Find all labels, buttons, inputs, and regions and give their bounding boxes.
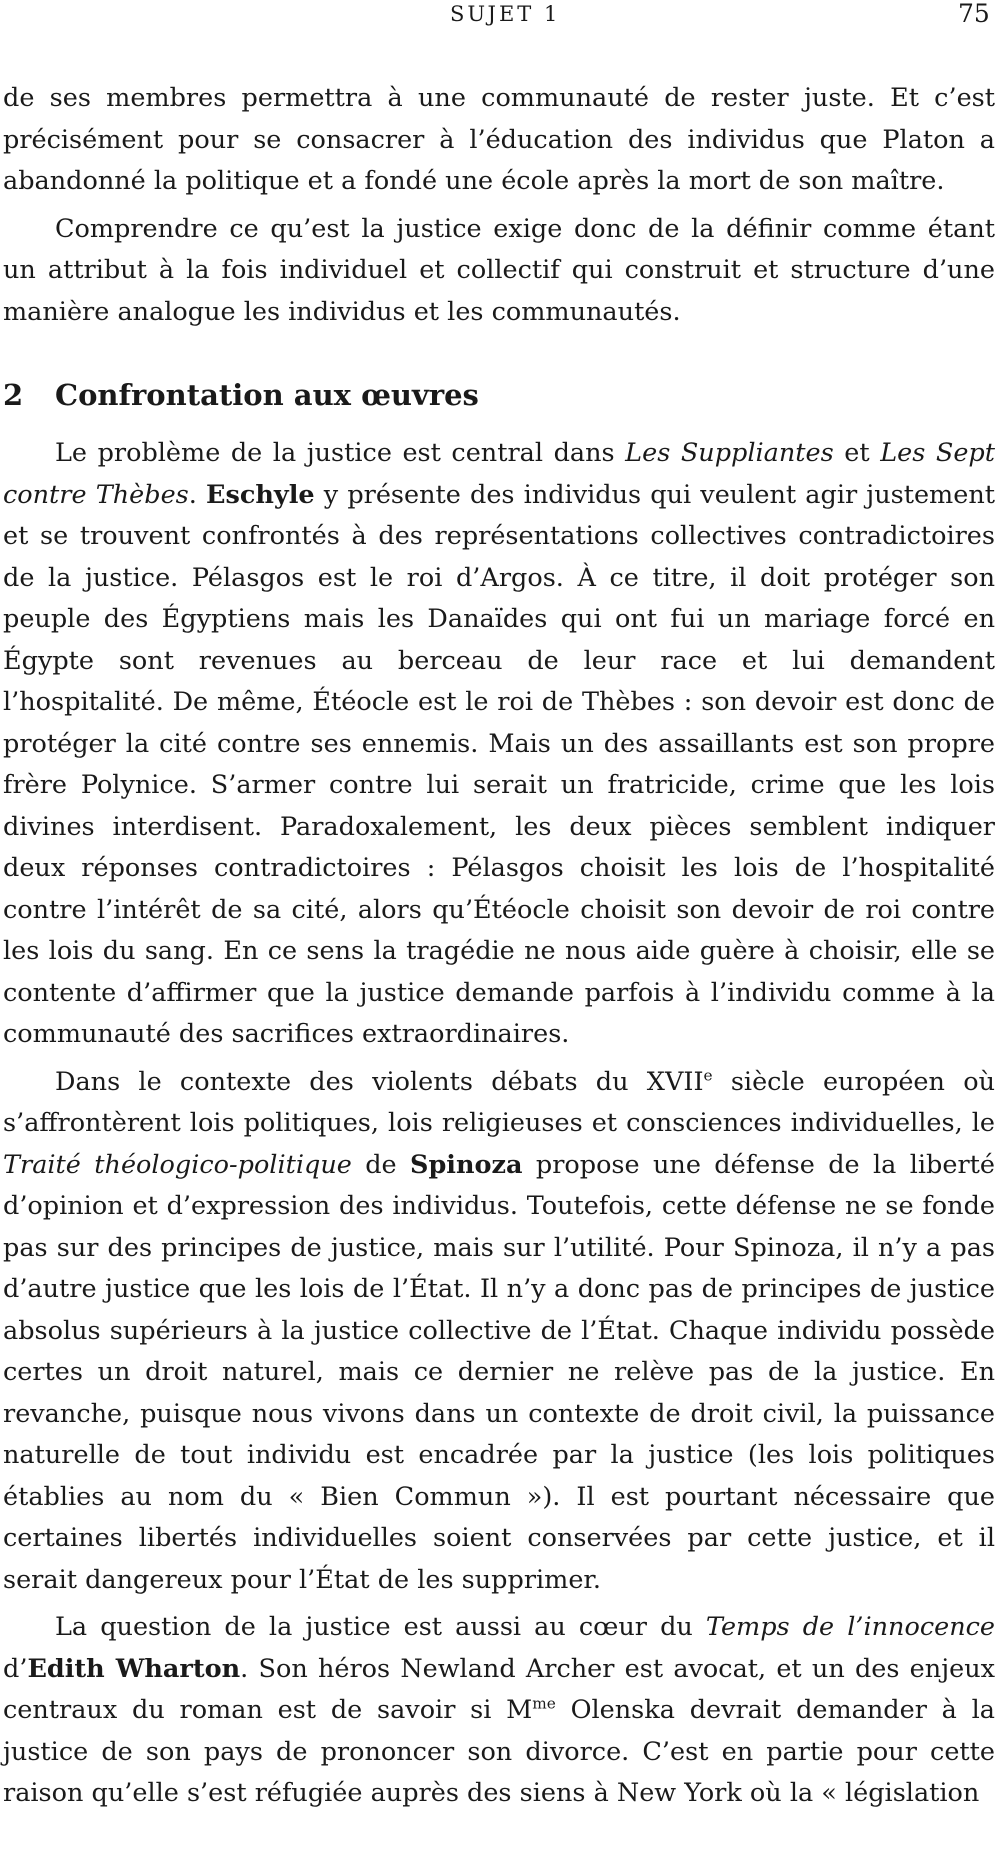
- paragraph-2: Comprendre ce qu’est la justice exige donc de la définir comme étant un attribut à la fois individuel et collectif qui construit et structure d’une manière analogue les individus et les communautés.: [3, 213, 995, 327]
- paragraph-3: [3, 433, 995, 1056]
- author-name: Spinoza: [410, 1149, 523, 1180]
- work-title: Les Sept contre Thèbes: [3, 438, 995, 510]
- paragraph-5: [3, 1607, 995, 1815]
- section-heading: [3, 375, 995, 415]
- text-run: propose une défense de la liberté d’opinion et d’expression des individus. Toutefois, cette défense ne se fonde pas sur des principes de justice, mais sur l’utilité. Pour Spinoza, il n’y a pas d’autre justice que les lois de l’État. Il n’y a donc pas de principes de justice absolus supérieurs à la justice collective de l’État. Chaque individu possède certes un droit naturel, mais ce dernier ne relève pas de la justice. En revanche, puisque nous vivons dans un contexte de droit civil, la puissance naturelle de tout individu est encadrée par la justice (les lois politiques établies au nom du « Bien Commun »). Il est pourtant nécessaire que certaines libertés individuelles soient conservées par cette justice, et il serait dangereux pour l’État de les supprimer.: [3, 1149, 995, 1595]
- author-name: Edith Wharton: [27, 1653, 241, 1684]
- text-run: et: [833, 438, 881, 468]
- work-title: Les Suppliantes: [625, 438, 834, 468]
- section-title: Confrontation aux œuvres: [55, 378, 479, 412]
- main-text: [3, 78, 995, 1821]
- superscript: e: [703, 1066, 713, 1084]
- text-run: La question de la justice est aussi au cœur du: [55, 1612, 706, 1642]
- author-name: Eschyle: [206, 479, 315, 510]
- work-title: Temps de l’innocence: [705, 1612, 995, 1642]
- text-run: d’: [3, 1653, 28, 1684]
- section-number: 2: [3, 378, 24, 412]
- text-run: siècle européen où s’affrontèrent lois politiques, lois religieuses et consciences individuelles, le: [3, 1066, 995, 1138]
- superscript: me: [532, 1694, 556, 1713]
- page-number: 75: [958, 0, 990, 28]
- paragraph-4: [3, 1062, 995, 1602]
- text-run: .: [188, 479, 207, 510]
- text-run: y présente des individus qui veulent agir justement et se trouvent confrontés à des représentations collectives contradictoires de la justice. Pélasgos est le roi d’Argos. À ce titre, il doit protéger son peuple des Égyptiens mais les Danaïdes qui ont fui un mariage forcé en Égypte sont revenues au berceau de leur race et lui demandent l’hospitalité. De même, Étéocle est le roi de Thèbes : son devoir est donc de protéger la cité contre ses ennemis. Mais un des assaillants est son propre frère Polynice. S’armer contre lui serait un fratricide, crime que les lois divines interdisent. Paradoxalement, les deux pièces semblent indiquer deux réponses contradictoires : Pélasgos choisit les lois de l’hospitalité contre l’intérêt de sa cité, alors qu’Étéocle choisit son devoir de roi contre les lois du sang. En ce sens la tragédie ne nous aide guère à choisir, elle se contente d’affirmer que la justice demande parfois à l’individu comme à la communauté des sacrifices extraordinaires.: [3, 479, 996, 1049]
- text-run: Olenska devrait demander à la justice de son pays de prononcer son divorce. C’est en partie pour cette raison qu’elle s’est réfugiée auprès des siens à New York où la « législation: [3, 1695, 995, 1808]
- paragraph-1: de ses membres permettra à une communauté de rester juste. Et c’est précisément pour se consacrer à l’éducation des individus que Platon a abandonné la politique et a fondé une école après la mort de son maître.: [3, 83, 995, 196]
- text-run: Le problème de la justice est central dans: [55, 438, 626, 468]
- running-header: [0, 0, 1000, 30]
- text-run: Dans le contexte des violents débats du XVII: [55, 1066, 704, 1097]
- text-run: . Son héros Newland Archer est avocat, et un des enjeux centraux du roman est de savoir si M: [3, 1653, 995, 1725]
- text-run: de: [351, 1149, 411, 1180]
- work-title: Traité théologico-politique: [3, 1149, 352, 1180]
- running-title: SUJET 1: [450, 2, 561, 26]
